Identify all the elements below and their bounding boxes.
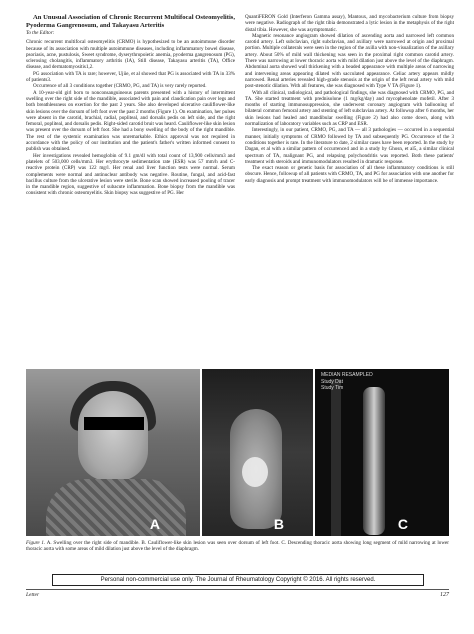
spine-shape: [331, 379, 341, 536]
right-column: [245, 14, 454, 184]
figure-panel-foot-lesion-photo: [202, 369, 313, 536]
caption-text: A. Swelling over the right side of mandible. B. Cauliflower-like skin lesion was seen over dorsum of left foot. C. Descending thoracic aorta showing long segment of mild narrowing at lower thoracic aorta with some areas of mild dilation just above the level of the diaphragm.: [26, 540, 449, 553]
body-paragraph: Magnetic resonance angiogram showed dilation of ascending aorta and narrowed left common carotid artery. Left subclavian, right subclavian, and axillary were narrowed at origin and proximal portion. Multiple collaterals were seen in the region of the axilla with non-visualization of the axillary artery. About 50% of mild wall thickening was seen in the proximal right common carotid artery. There was narrowing at lower thoracic aorta with mild dilation just above the level of the diaphragm. Abdominal aorta showed wall thickening with a beaded appearance with multiple areas of narrowing and intervening areas appearing dilated with sacculated appearance. Celiac artery appears mildly narrowed. Renal arteries revealed high-grade stenosis at the origin of the left renal artery with mild post-stenotic dilation. With all features, she was diagnosed with Type V TA (Figure 1).: [245, 32, 454, 90]
left-column: [26, 14, 235, 197]
face-shape: [78, 391, 148, 481]
body-paragraph: Chronic recurrent multifocal osteomyelitis (CRMO) is hypothesized to be an autoimmune disorder because of its association with multiple autoimmune diseases, including inflammatory bowel disease, psoriasis, acne, pustulosis, Sweet syndrome, dyserythropoietic anemia, pyoderma gangrenosum (PG), sclerosing cholangitis, inflammatory arthritis (IA), Still disease, Takayasu arteritis (TA), Office disease, and dermatomyositis1,2.: [26, 39, 235, 71]
figure-panel-angiogram: [315, 369, 449, 536]
body-paragraph: PG association with TA is rare; however, Ujiie, et al showed that PG is associated with TA in 33% of patients3.: [26, 70, 235, 84]
body-paragraph: Occurrence of all 3 conditions together (CRMO, PG, and TA) is very rarely reported.: [33, 83, 207, 90]
page-number: 127: [440, 592, 449, 598]
figure-caption: [26, 540, 449, 553]
body-paragraph: Her investigations revealed hemoglobin of 9.1 gm/dl with total count of 13,900 cells/mm3 and platelets of 503,000 cells/mm3. Her erythrocyte sedimentation rate (ESR) was 57 mm/h and C-reactive protein (CRP) was 122 mg/l. Her renal and liver function tests were normal. Serum complements were normal and antinuclear antibody was negative. Routine, fungal, and acid-fast bacillus culture from the ulcerative lesion were sterile. Bone scan showed increased pooling of tracer in the mandible region, suggestive of subacute inflammation. Bone biopsy from the mandible was consistent with chronic osteomyelitis. Skin biopsy was suggestive of PG. Her: [26, 152, 235, 197]
figure-1: [26, 369, 449, 536]
panel-label: B: [273, 516, 284, 532]
scanner-overlay-text: MEDIAN RESAMPLED Study Dat Study Tim: [321, 372, 373, 391]
figure-panel-mandible-photo: [26, 369, 200, 536]
body-paragraph: The exact reason or genetic basis for association of all these inflammatory conditions is still obscure. Hence, followup of all patients with CRMO, TA, and PG for association with one another for early diagnosis and prompt treatment with immunomodulators will be of immense importance.: [245, 165, 454, 184]
shirt-shape: [46, 479, 186, 536]
footer-section-label: Letter: [26, 592, 40, 598]
panel-label: C: [397, 516, 408, 532]
lesion-shape: [242, 457, 268, 487]
aorta-shape: [363, 387, 385, 535]
body-paragraph: With all clinical, radiological, and pathological findings, she was diagnosed with CRMO, PG, and TA. She started treatment with prednisolone (1 mg/kg/day) and mycophenolate mofetil. After 3 months of starting immunosuppression, she underwent coronary angiogram with ballooning of bilateral common femoral artery and stenting of left subclavian artery. At followup after 6 months, her skin lesions had healed and mandibular swelling (Figure 2) had also come down, along with normalization of laboratory variables such as CRP and ESR.: [245, 89, 454, 128]
anonymization-bar: [84, 417, 144, 430]
body-paragraph: Interestingly, in our patient, CRMO, PG, and TA — all 3 pathologies — occurred in a sequential manner, initially symptoms of CRMO followed by TA and subsequently PG. Occurrence of the 3 conditions together is rare. In the literature to date, 2 similar cases have been reported. In the study by Dagan, et al with a similar pattern of occurrence4 and in a study by Ghosn, et al5, a similar clinical spectrum of TA, malignant PG, and relapsing polychondritis was reported. Both these patients' treatment with steroids and immunomodulators resulted in dramatic response.: [245, 127, 454, 165]
body-paragraph: QuantiFERON Gold (Interferon Gamma assay), Mantoux, and mycobacterium culture from biopsy were negative. Radiograph of the right tibia demonstrated a lytic lesion in the metaphysis of the right distal tibia. However, she was asymptomatic.: [245, 14, 454, 33]
body-paragraph: A 10-year-old girl born to nonconsanguineous parents presented with a history of intermittent swelling over the right side of the mandible, associated with pain and claudication pain over legs and both breathlessness on exertion for the past 2 years. She also developed ulcerative cauliflower-like skin lesions over the dorsum of left foot over the past 2 months (Figure 1). On examination, her pulses were absent in the carotid, brachial, radial, popliteal, and dorsalis pedis on left side, and the right femoral, popliteal, and dorsalis pedis. Right-sided carotid bruit was heard. Cauliflower-like skin lesion was present over the dorsum of left foot. She had a bony swelling of the body of the right mandible. The rest of the systemic examination was unremarkable. Ethics approval was not required in accordance with the policy of our institution and the patient's father's written informed consent to publish was obtained.: [26, 89, 235, 153]
article-title: An Unusual Association of Chronic Recurrent Multifocal Osteomyelitis, Pyoderma Gangrenosum, and Takayasu Arteritis: [26, 14, 235, 29]
copyright-disclaimer: Personal non-commercial use only. The Journal of Rheumatology Copyright © 2016. All rights reserved.: [52, 574, 424, 586]
footer-rule: [26, 589, 449, 590]
panel-label: A: [149, 516, 160, 532]
salutation: To the Editor:: [26, 30, 55, 36]
caption-label: Figure 1.: [26, 540, 46, 546]
